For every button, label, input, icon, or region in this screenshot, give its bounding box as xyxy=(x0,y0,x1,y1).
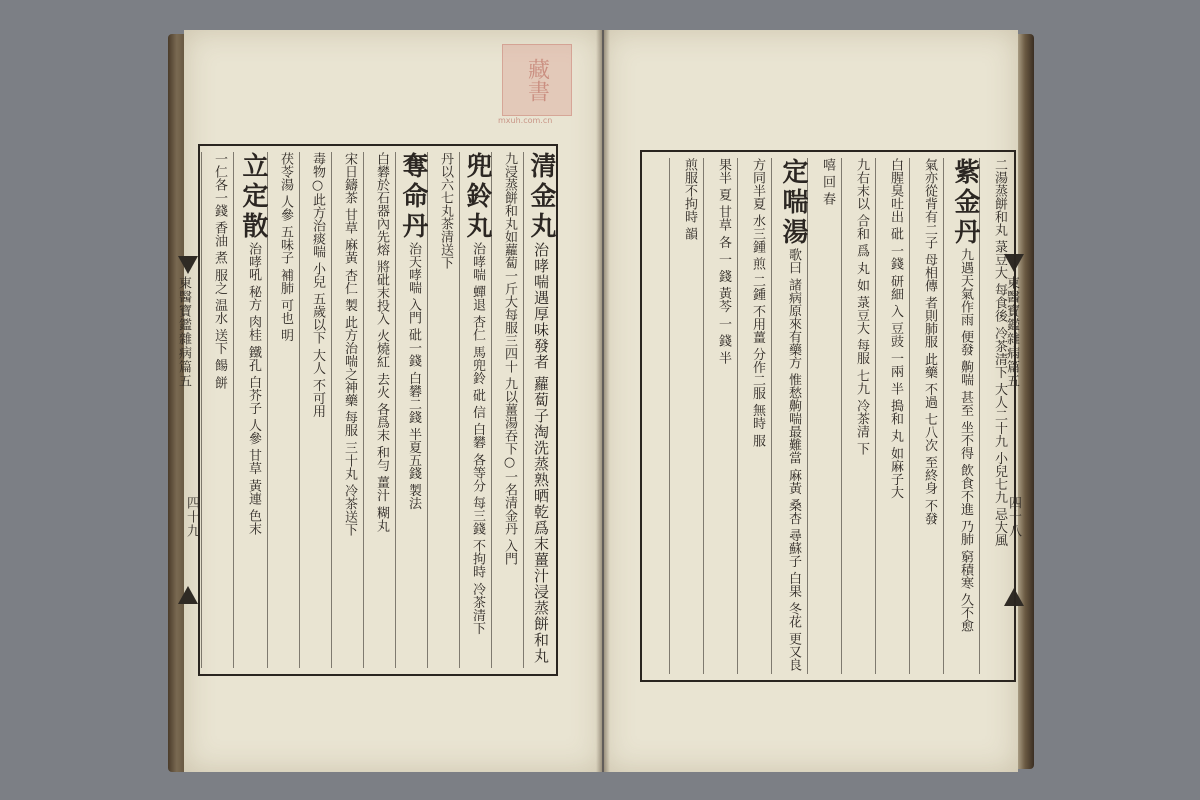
right-text-frame xyxy=(640,150,1016,682)
book-right-edge xyxy=(1016,34,1034,769)
left-margin-title: 東醫寶鑑雜病篇五 xyxy=(176,276,191,388)
stamp-watermark: mxuh.com.cn xyxy=(498,116,553,125)
text-column: 紫金丹九遇天氣作雨 便發 齁喘 甚至 坐不得 飲食不進 乃肺 窮積寒 久不愈 xyxy=(943,158,980,674)
text-column: 清金丸治哮喘遇厚味發者 蘿蔔子淘洗蒸熟晒乾爲末薑汁浸蒸餅和丸 xyxy=(523,152,556,668)
left-text-frame xyxy=(198,144,558,676)
text-column: 白腥臭吐出 砒 一錢 研細 入 豆豉 一兩 半 搗和 丸 如麻子大 xyxy=(875,158,910,674)
text-column: 茯苓湯 人參 五味子 補肺 可也 明 xyxy=(267,152,300,668)
open-book xyxy=(168,26,1034,778)
left-page-number: 四十九 xyxy=(184,496,199,538)
text-column: 果半 夏 甘草 各 一 錢 黃芩 一 錢 半 xyxy=(703,158,738,674)
text-column: 兜鈴丸治哮喘 蟬退 杏仁 馬兜鈴 砒 信 白礬 各等分 每三錢 不拘時 冷茶清下 xyxy=(459,152,492,668)
library-stamp: 藏書 xyxy=(502,44,572,116)
text-column: 毒物○此方治痰喘 小兒 五歲以下 大人 不可用 xyxy=(299,152,332,668)
text-column: 丹以六七丸茶清送下 xyxy=(427,152,460,668)
right-page-number: 四十八 xyxy=(1006,496,1021,538)
text-column: 九浸蒸餅和丸如蘿蔔一斤大每服三四十 九以薑湯吞下○一名清金丹 入門 xyxy=(491,152,524,668)
text-column: 奪命丹治天哮喘 入門 砒一錢 白礬二錢 半夏五錢 製法 xyxy=(395,152,428,668)
text-column: 嘻 回 春 xyxy=(807,158,842,674)
text-column: 九右末以 合和 爲 丸 如 菉豆大 每服 七九 冷茶清 下 xyxy=(841,158,876,674)
text-column: 立定散治哮吼 秘方 肉桂 鐵孔 白芥子 人參 甘草 黃連 色末 xyxy=(233,152,268,668)
right-margin-title: 東醫寶鑑雜病篇五 xyxy=(1004,276,1019,388)
book-gutter xyxy=(596,30,610,772)
text-column: 白礬於石器內先熔 將砒末投入 火燒紅 去火 各爲末 和勻 薑汁 糊丸 xyxy=(363,152,396,668)
text-column: 宋日鑄茶 甘草 麻黃 杏仁 製 此方治喘之神藥 每服 三十丸 冷茶送下 xyxy=(331,152,364,668)
text-column: 定喘湯歌曰 諸病原來有藥方 惟愁齁喘最難當 麻黃 桑杏 尋蘇子 白果 冬花 更又良 xyxy=(771,158,808,674)
text-column: 煎服不拘時 韻 xyxy=(669,158,704,674)
text-column: 氣亦從背有二子 母相傳 者則肺服 此藥 不過 七八次 至終身 不發 xyxy=(909,158,944,674)
text-column: 方同半夏 水三鍾 煎 二鍾 不用薑 分作二服 無時 服 xyxy=(737,158,772,674)
text-column: 一仁各一錢 香油 煮 服之 温水 送下 餳 餅 xyxy=(201,152,234,668)
text-column: 二湯蒸餅和丸 菉豆大 每食後 冷茶清下 大人二十九 小兒七九 忌大風 xyxy=(979,158,1014,674)
